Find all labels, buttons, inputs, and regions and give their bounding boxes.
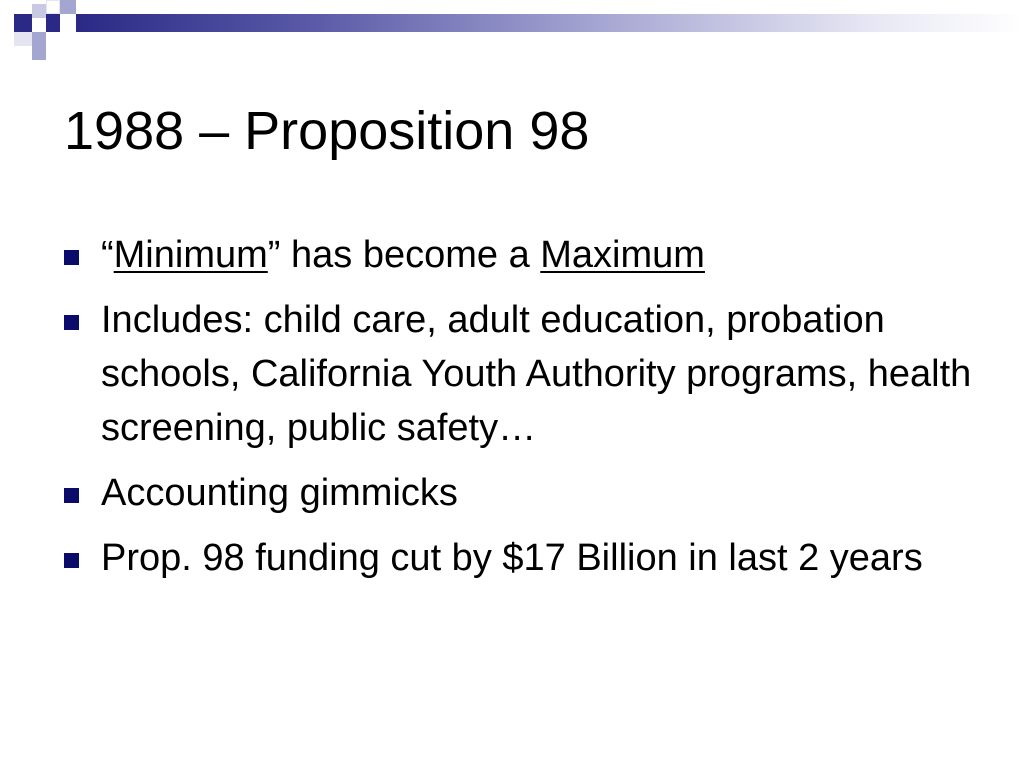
bullet-item (62, 531, 992, 585)
bullet-text: Accounting gimmicks (101, 472, 458, 514)
decor-square (60, 0, 76, 14)
bullet-text-open-quote: “ (101, 234, 114, 276)
bullet-text: Prop. 98 funding cut by $17 Billion in last 2 years (101, 537, 923, 579)
header-gradient-bar (76, 14, 1024, 32)
bullet-item (62, 293, 992, 455)
square-bullet-icon (64, 250, 79, 265)
bullet-text-maximum: Maximum (540, 234, 705, 276)
square-bullet-icon (64, 488, 79, 503)
bullet-text: Includes: child care, adult education, probation schools, California Youth Authority programs, health screening, public safety… (101, 299, 972, 449)
decor-square (46, 0, 60, 14)
bullet-item (62, 228, 992, 282)
decor-square (14, 14, 32, 32)
bullet-text-minimum: Minimum (113, 234, 268, 276)
slide-title: 1988 – Proposition 98 (64, 101, 590, 161)
decor-square (32, 32, 46, 46)
decor-square (32, 46, 46, 60)
square-bullet-icon (64, 553, 79, 568)
square-bullet-icon (64, 315, 79, 330)
decor-square (14, 32, 32, 46)
bullet-item (62, 466, 992, 520)
decor-square (32, 4, 46, 18)
bullet-text-middle: ” has become a (267, 234, 541, 276)
bullet-list (62, 228, 992, 596)
decor-square (46, 14, 60, 32)
